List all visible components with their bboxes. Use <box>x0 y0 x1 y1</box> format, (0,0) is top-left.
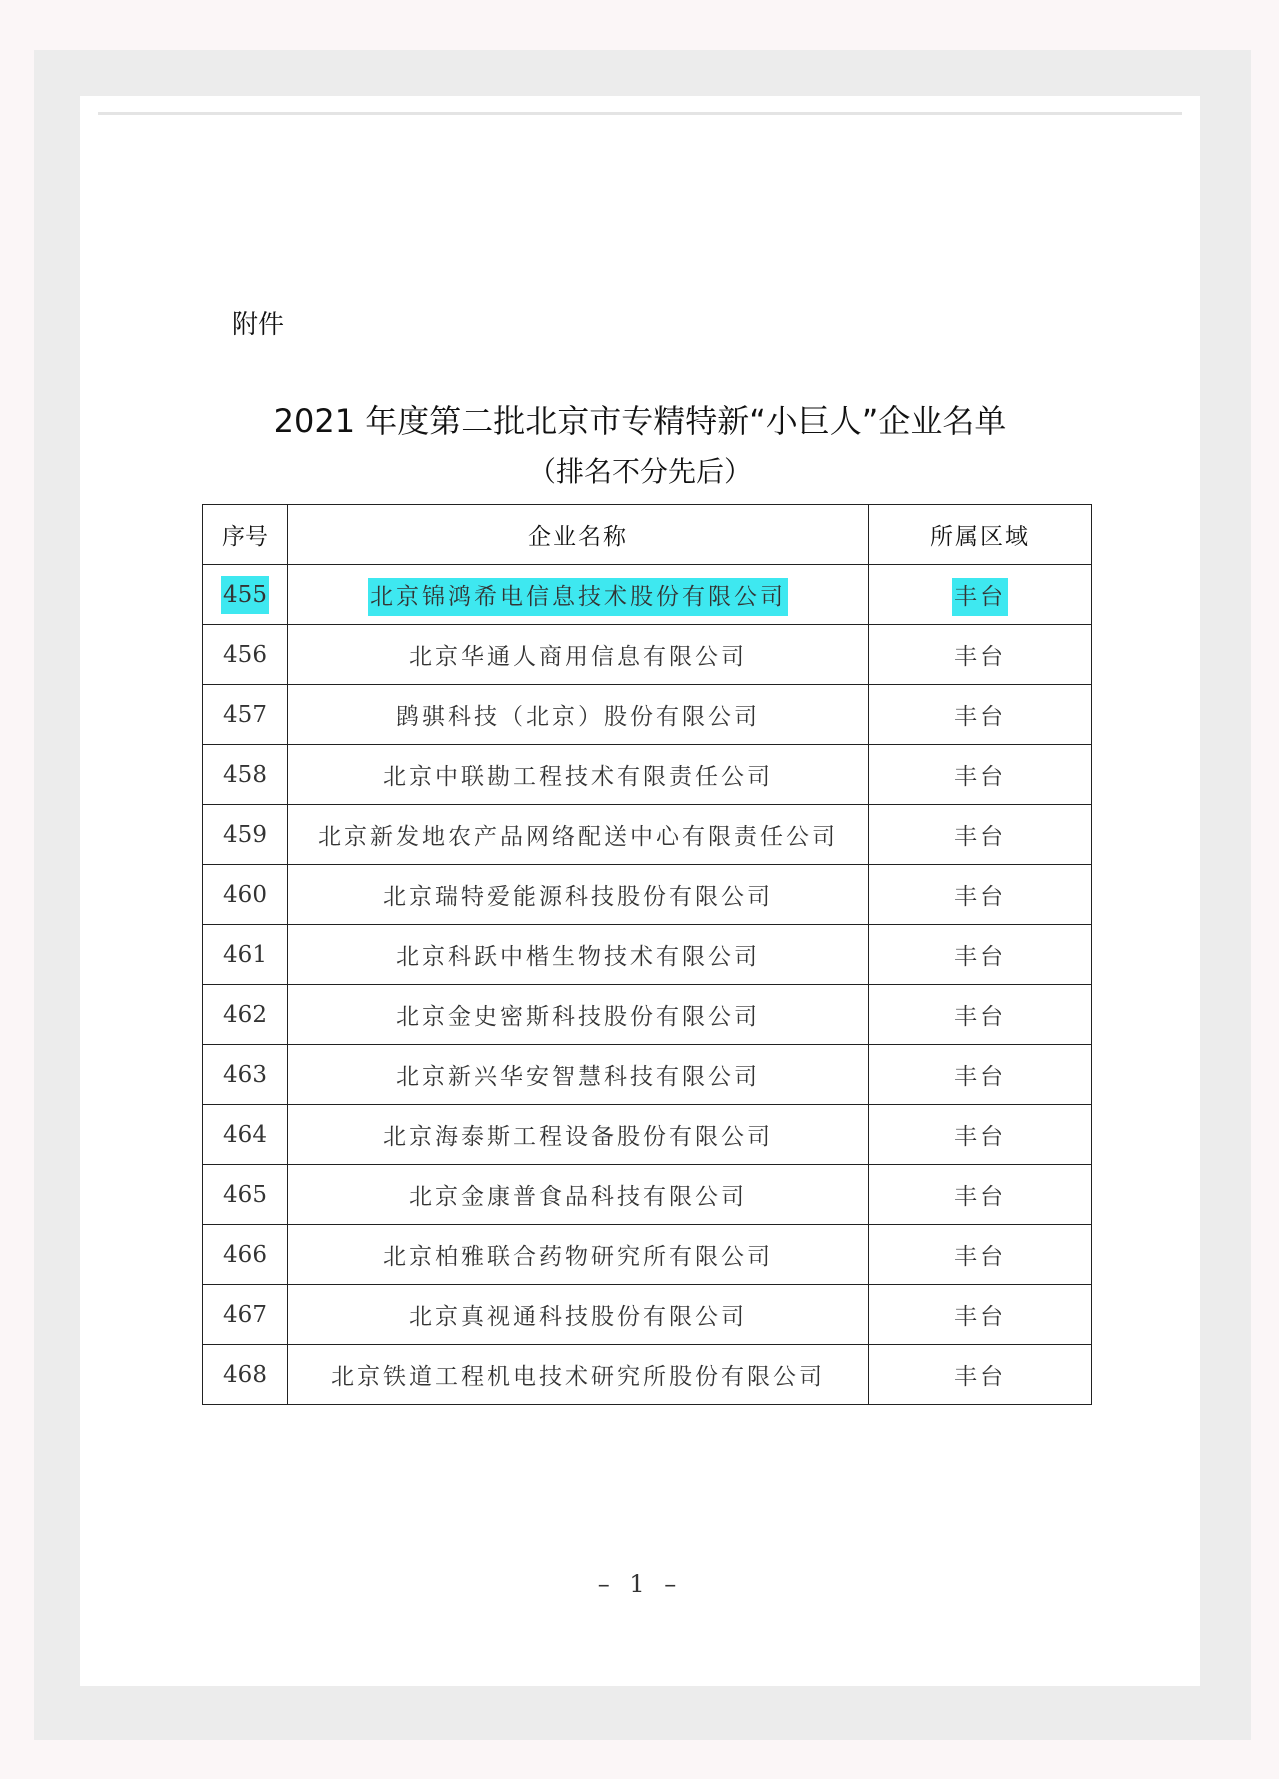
row-number: 462 <box>203 985 288 1045</box>
row-company-name: 北京真视通科技股份有限公司 <box>288 1285 869 1345</box>
document-page <box>80 96 1200 1686</box>
row-number: 461 <box>203 925 288 985</box>
header-company-name: 企业名称 <box>288 505 869 565</box>
row-area: 丰台 <box>869 685 1092 745</box>
table-row <box>203 985 1092 1045</box>
row-area: 丰台 <box>869 625 1092 685</box>
table-row <box>203 1285 1092 1345</box>
row-area: 丰台 <box>869 745 1092 805</box>
row-area: 丰台 <box>869 925 1092 985</box>
row-number: 457 <box>203 685 288 745</box>
row-number: 460 <box>203 865 288 925</box>
document-subtitle: （排名不分先后） <box>527 455 752 488</box>
row-number: 468 <box>203 1345 288 1405</box>
row-company-name: 北京新发地农产品网络配送中心有限责任公司 <box>288 805 869 865</box>
row-number: 467 <box>203 1285 288 1345</box>
row-company-name: 北京瑞特爱能源科技股份有限公司 <box>288 865 869 925</box>
table-row <box>203 685 1092 745</box>
table-row <box>203 805 1092 865</box>
highlighted-area: 丰台 <box>952 578 1008 616</box>
table-row <box>203 1165 1092 1225</box>
row-company-cell <box>288 565 869 625</box>
row-area: 丰台 <box>869 1285 1092 1345</box>
row-number: 458 <box>203 745 288 805</box>
row-area: 丰台 <box>869 1225 1092 1285</box>
row-number: 466 <box>203 1225 288 1285</box>
row-number: 464 <box>203 1105 288 1165</box>
row-number-cell <box>203 565 288 625</box>
attachment-label: 附件 <box>232 310 285 340</box>
table-row <box>203 565 1092 625</box>
row-number: 465 <box>203 1165 288 1225</box>
highlighted-number: 455 <box>221 576 269 614</box>
row-company-name: 北京金康普食品科技有限公司 <box>288 1165 869 1225</box>
table-header-row <box>203 505 1092 565</box>
table-row <box>203 625 1092 685</box>
row-company-name: 北京柏雅联合药物研究所有限公司 <box>288 1225 869 1285</box>
row-area: 丰台 <box>869 805 1092 865</box>
row-company-name: 北京中联勘工程技术有限责任公司 <box>288 745 869 805</box>
row-company-name: 北京科跃中楷生物技术有限公司 <box>288 925 869 985</box>
row-area: 丰台 <box>869 1345 1092 1405</box>
page-number: – 1 – <box>597 1570 683 1598</box>
row-area-cell <box>869 565 1092 625</box>
company-table <box>202 504 1092 1405</box>
row-company-name: 北京铁道工程机电技术研究所股份有限公司 <box>288 1345 869 1405</box>
row-number: 456 <box>203 625 288 685</box>
row-company-name: 北京金史密斯科技股份有限公司 <box>288 985 869 1045</box>
row-company-name: 北京新兴华安智慧科技有限公司 <box>288 1045 869 1105</box>
table-row <box>203 1225 1092 1285</box>
table-row <box>203 925 1092 985</box>
row-company-name: 鹍骐科技（北京）股份有限公司 <box>288 685 869 745</box>
row-area: 丰台 <box>869 865 1092 925</box>
top-divider <box>98 112 1182 115</box>
row-area: 丰台 <box>869 1105 1092 1165</box>
row-area: 丰台 <box>869 1045 1092 1105</box>
table-row <box>203 1045 1092 1105</box>
header-number: 序号 <box>203 505 288 565</box>
row-area: 丰台 <box>869 1165 1092 1225</box>
table-row <box>203 1105 1092 1165</box>
table-row <box>203 745 1092 805</box>
table-row <box>203 865 1092 925</box>
highlighted-company-name: 北京锦鸿希电信息技术股份有限公司 <box>368 578 788 616</box>
row-number: 459 <box>203 805 288 865</box>
row-area: 丰台 <box>869 985 1092 1045</box>
document-title: 2021 年度第二批北京市专精特新“小巨人”企业名单 <box>273 402 1007 440</box>
row-company-name: 北京海泰斯工程设备股份有限公司 <box>288 1105 869 1165</box>
header-area: 所属区域 <box>869 505 1092 565</box>
table-row <box>203 1345 1092 1405</box>
row-company-name: 北京华通人商用信息有限公司 <box>288 625 869 685</box>
row-number: 463 <box>203 1045 288 1105</box>
